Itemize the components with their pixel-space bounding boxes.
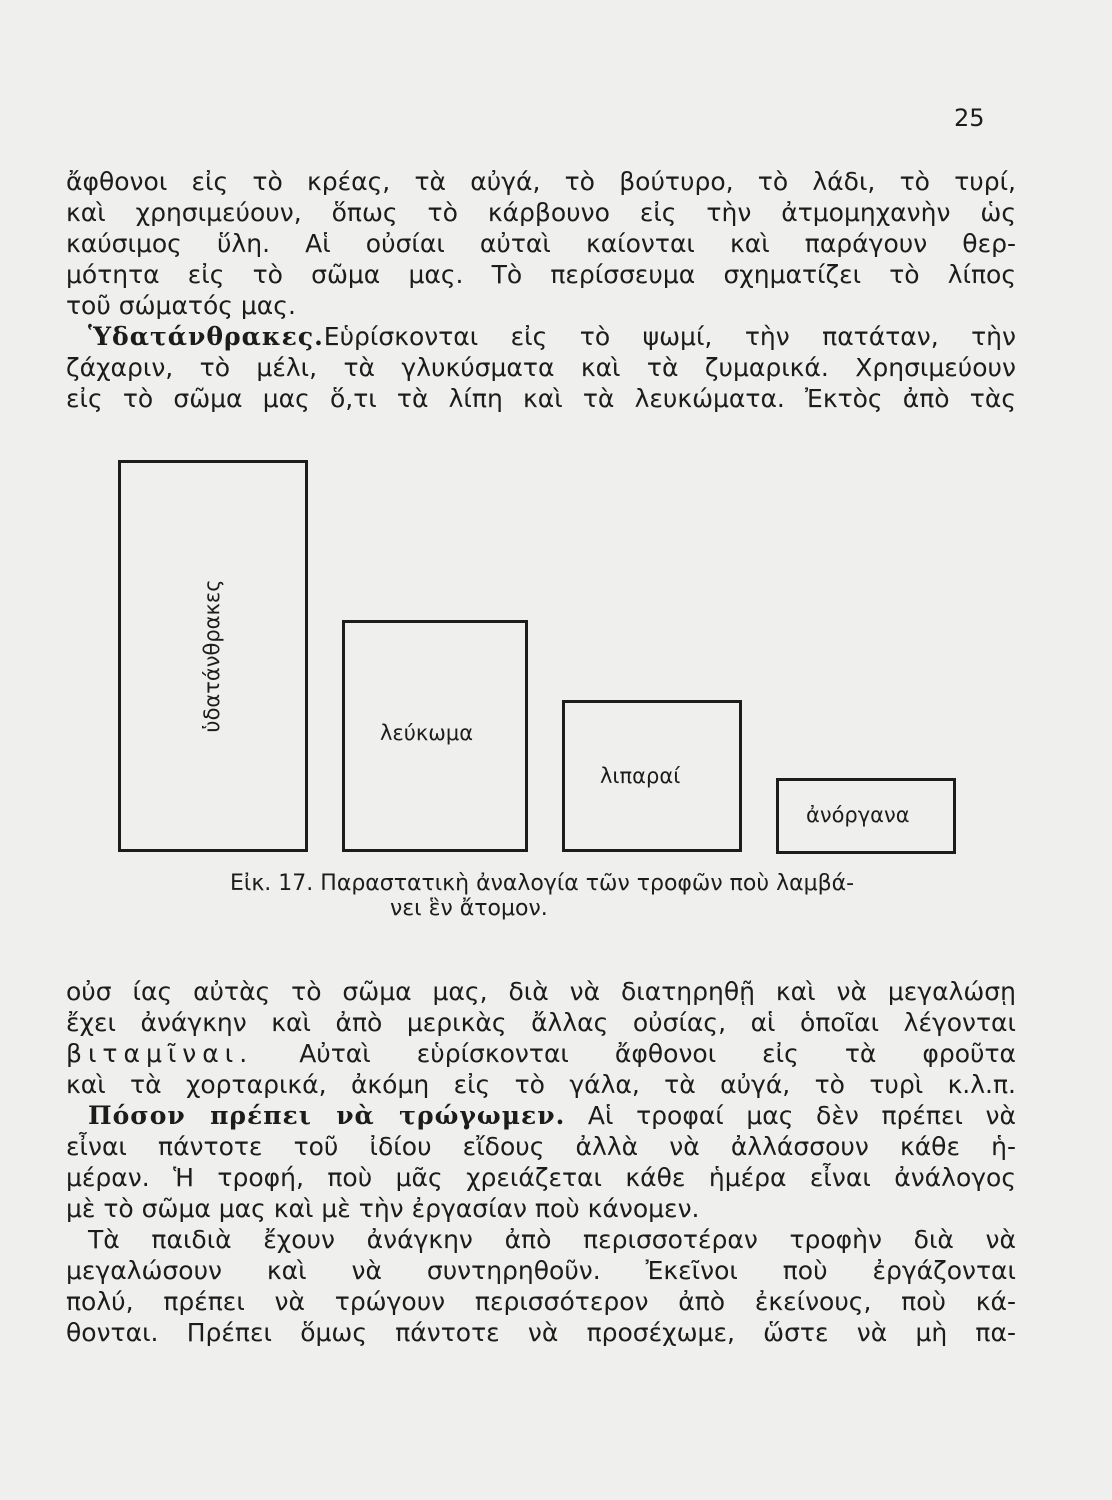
vitamins-word: βιταμῖναι. [66, 1039, 254, 1068]
text-line: μότητα εἰς τὸ σῶμα μας. Τὸ περίσσευμα σχηματίζει τὸ λίπος [66, 260, 1016, 289]
bar-protein [342, 620, 528, 852]
text-line: οὐσ ίας αὐτὰς τὸ σῶμα μας, διὰ νὰ διατηρηθῇ καὶ νὰ μεγαλώσῃ [66, 977, 1016, 1006]
text-line: εἶναι πάντοτε τοῦ ἰδίου εἴδους ἀλλὰ νὰ ἀλλάσσουν κάθε ἡ- [66, 1132, 1016, 1161]
amount-first-line: Αἱ τροφαί μας δὲν πρέπει νὰ [587, 1101, 1016, 1130]
figure-caption [230, 871, 940, 921]
text-line: ζάχαριν, τὸ μέλι, τὰ γλυκύσματα καὶ τὰ ζυμαρικά. Χρησιμεύουν [66, 353, 1016, 382]
text-line: μεγαλώσουν καὶ νὰ συντηρηθοῦν. Ἐκεῖνοι ποὺ ἐργάζονται [66, 1256, 1016, 1285]
text-line: καύσιμος ὕλη. Αἱ οὐσίαι αὐταὶ καίονται καὶ παράγουν θερ- [66, 229, 1016, 258]
text-line: τοῦ σώματός μας. [66, 291, 296, 320]
text-line: μὲ τὸ σῶμα μας καὶ μὲ τὴν ἐργασίαν ποὺ κάνομεν. [66, 1194, 700, 1223]
bar-label-minerals: ἀνόργανα [806, 803, 910, 827]
amount-heading: Πόσον πρέπει νὰ τρώγωμεν. [88, 1101, 566, 1130]
text-line: ἄφθονοι εἰς τὸ κρέας, τὰ αὐγά, τὸ βούτυρο, τὸ λάδι, τὸ τυρί, [66, 167, 1016, 196]
bar-fats [562, 700, 742, 852]
text-line: καὶ χρησιμεύουν, ὅπως τὸ κάρβουνο εἰς τὴν ἀτμομηχανὴν ὡς [66, 198, 1016, 227]
vitamins-line-rest: Αὐταὶ εὑρίσκονται ἄφθονοι εἰς τὰ φροῦτα [299, 1039, 1016, 1068]
bar-carbohydrates [118, 460, 308, 852]
carbs-first-line: Εὑρίσκονται εἰς τὸ ψωμί, τὴν πατάταν, τὴν [323, 322, 1016, 351]
bottom-text [66, 976, 1016, 1348]
amount-paragraph-line [66, 1100, 1016, 1131]
vitamins-line [66, 1038, 1016, 1069]
text-line: μέραν. Ἡ τροφή, ποὺ μᾶς χρειάζεται κάθε ἡμέρα εἶναι ἀνάλογος [66, 1163, 1016, 1192]
bar-minerals [776, 778, 956, 854]
top-text [66, 166, 1016, 414]
caption-line: Εἰκ. 17. Παραστατικὴ ἀναλογία τῶν τροφῶν ποὺ λαμβά- [230, 871, 855, 896]
children-paragraph-line: Τὰ παιδιὰ ἔχουν ἀνάγκην ἀπὸ περισσοτέραν τροφὴν διὰ νὰ [88, 1225, 1016, 1254]
page-number: 25 [954, 104, 985, 132]
caption-line: νει ἓν ἄτομον. [390, 896, 548, 921]
bar-label-fats: λιπαραί [600, 764, 681, 788]
text-line: πολύ, πρέπει νὰ τρώγουν περισσότερον ἀπὸ ἐκείνους, ποὺ κά- [66, 1287, 1016, 1316]
carbs-paragraph-line [66, 321, 1016, 352]
text-line: καὶ τὰ χορταρικά, ἀκόμη εἰς τὸ γάλα, τὰ αὐγά, τὸ τυρὶ κ.λ.π. [66, 1070, 1016, 1099]
text-line: ἔχει ἀνάγκην καὶ ἀπὸ μερικὰς ἄλλας οὐσίας, αἱ ὁποῖαι λέγονται [66, 1008, 1016, 1037]
text-line: θονται. Πρέπει ὅμως πάντοτε νὰ προσέχωμε, ὥστε νὰ μὴ πα- [66, 1318, 1016, 1347]
bar-label-protein: λεύκωμα [380, 721, 474, 745]
carbs-heading: Ὑδατάνθρακες. [88, 322, 324, 351]
bar-label-carbohydrates: ὑδατάνθρακες [200, 579, 224, 733]
text-line: εἰς τὸ σῶμα μας ὅ,τι τὰ λίπη καὶ τὰ λευκώματα. Ἐκτὸς ἀπὸ τὰς [66, 384, 1016, 413]
